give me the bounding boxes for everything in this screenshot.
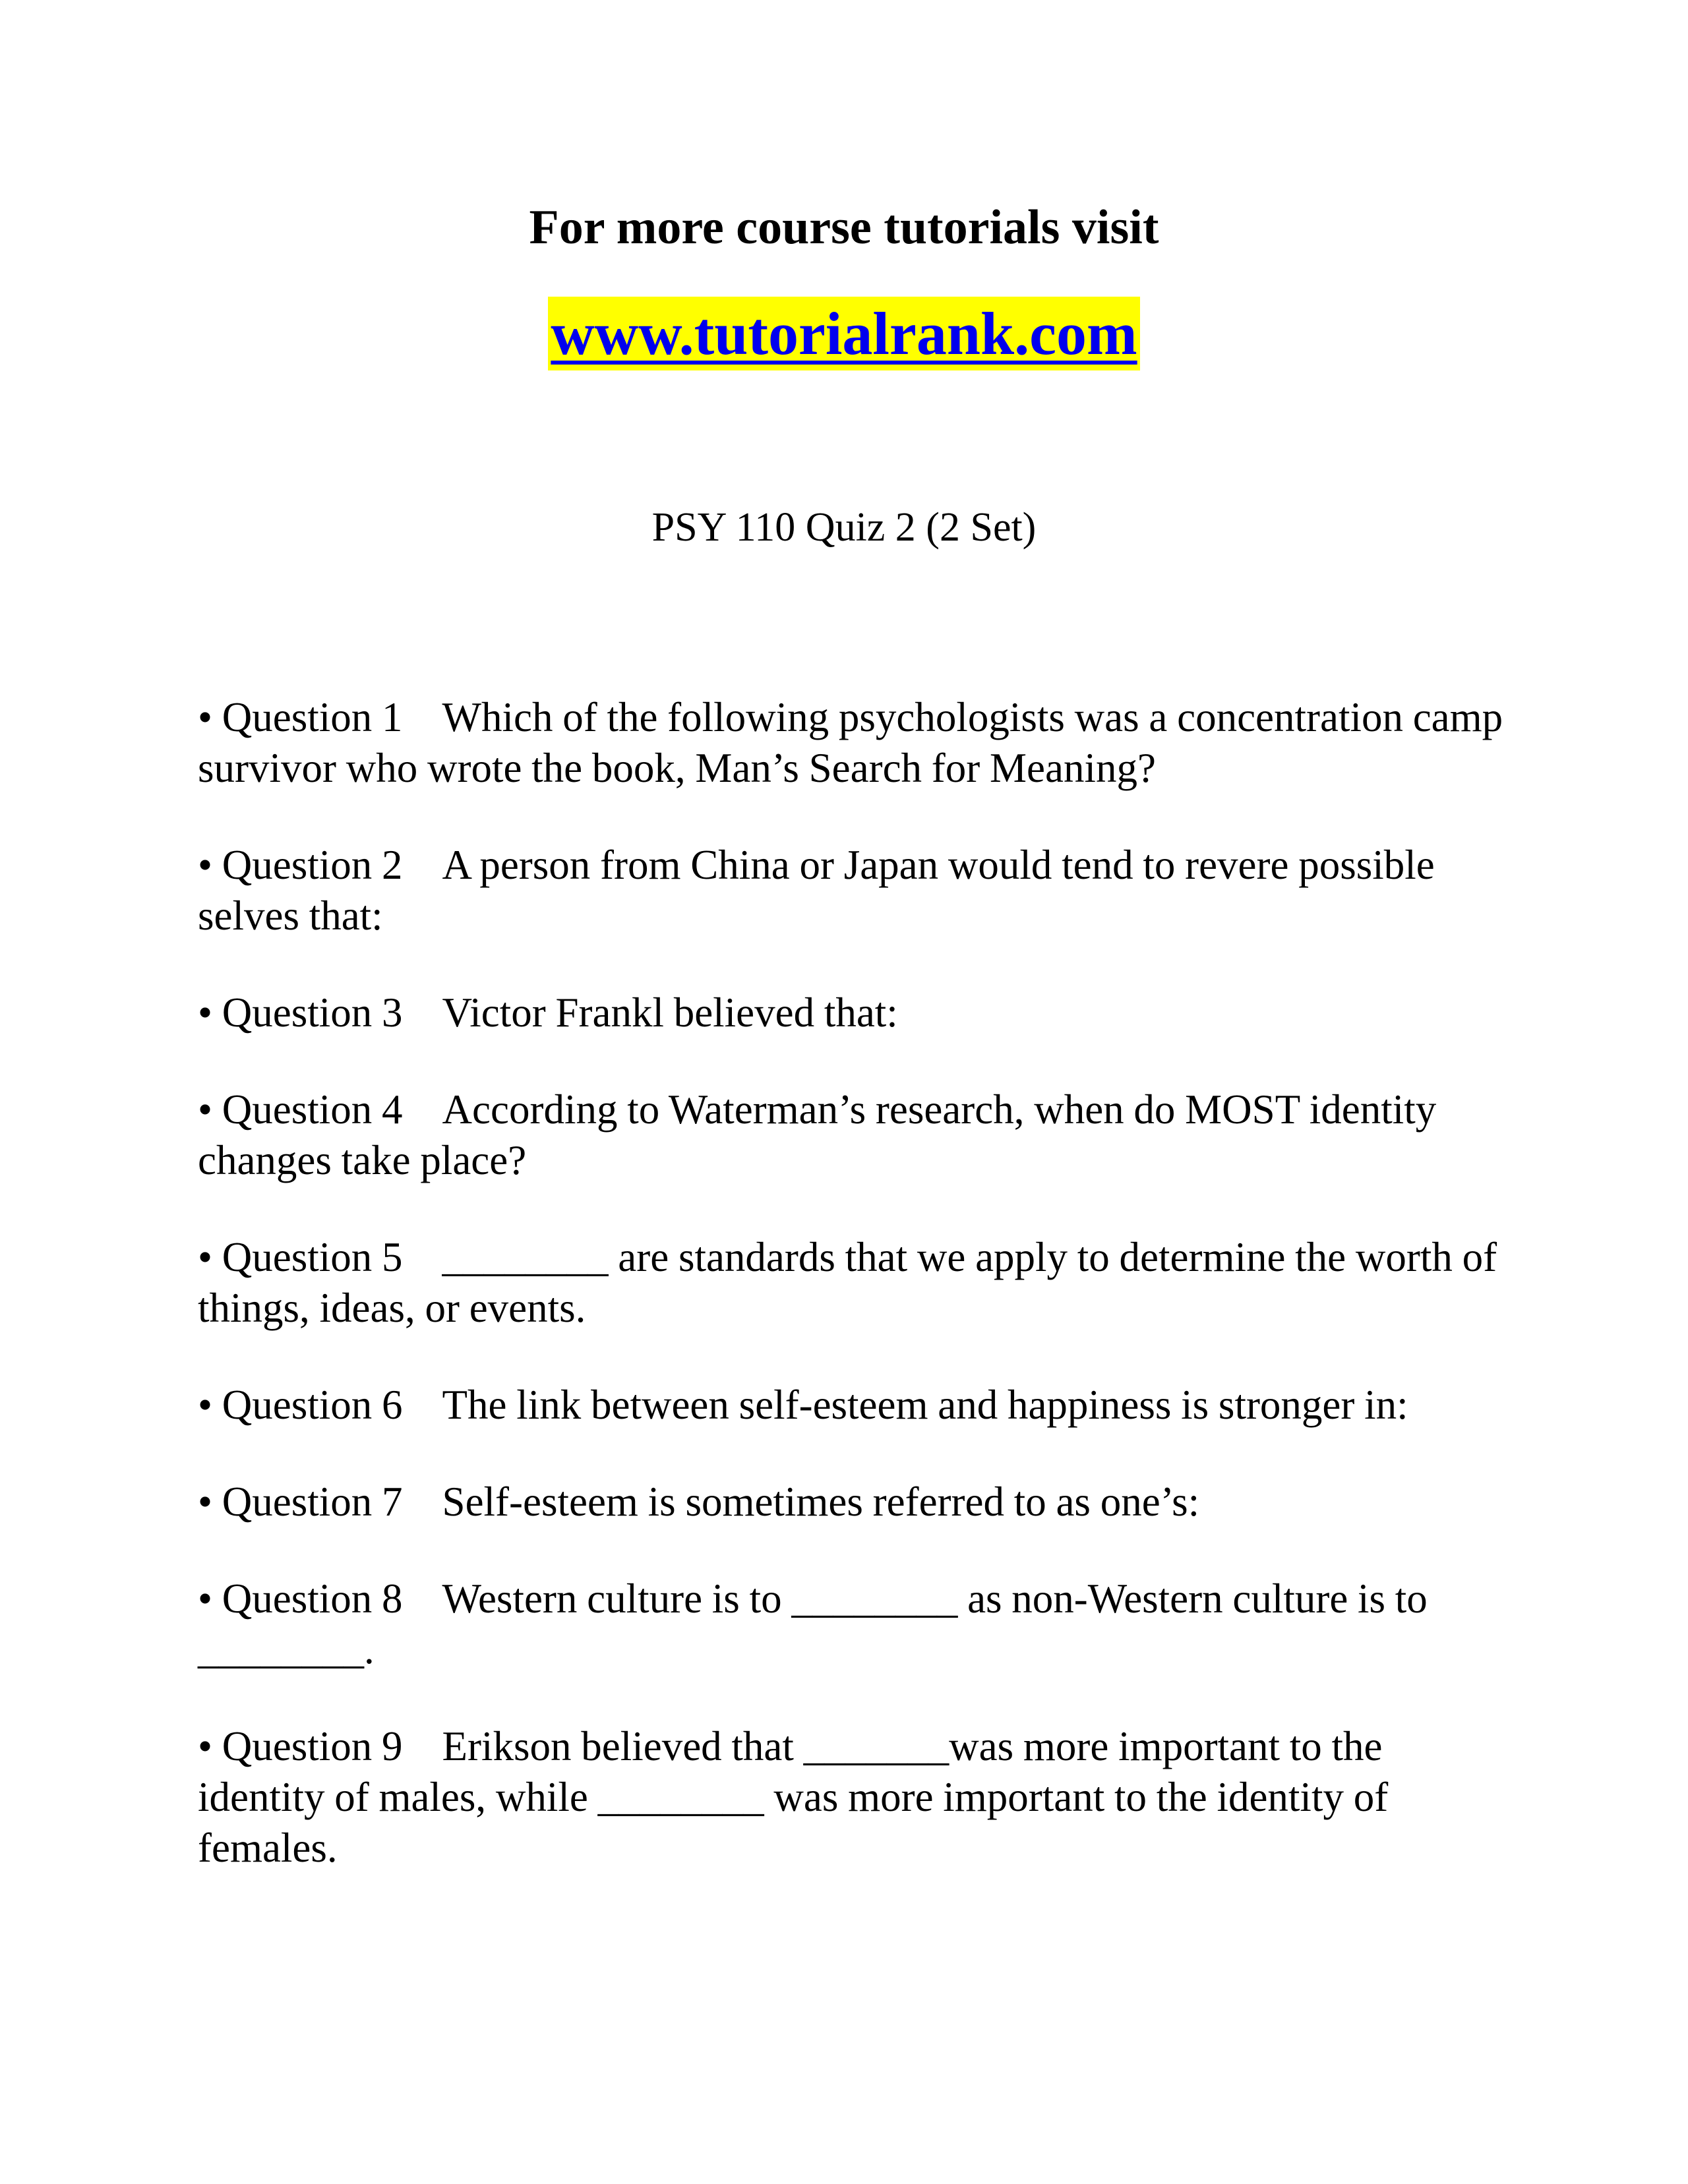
question-label: • Question 9 [198,1723,403,1769]
question-label: • Question 3 [198,989,403,1036]
question-5 [198,1232,1503,1334]
question-label: • Question 1 [198,694,403,740]
question-text: ________ are standards that we apply to determine the worth of things, ideas, or events. [198,1234,1497,1331]
question-7 [198,1477,1503,1527]
question-text: Erikson believed that _______was more important to the identity of males, while ________ was more important to the identity of females. [198,1723,1389,1871]
question-label: • Question 6 [198,1382,403,1428]
question-label: • Question 7 [198,1479,403,1525]
question-text: Victor Frankl believed that: [442,989,898,1036]
question-list [198,692,1503,1920]
question-label: • Question 8 [198,1576,403,1622]
question-8 [198,1574,1503,1675]
question-text: Self-esteem is sometimes referred to as one’s: [442,1479,1200,1525]
question-9 [198,1721,1503,1874]
question-6 [198,1380,1503,1431]
question-label: • Question 2 [198,842,403,888]
question-3 [198,988,1503,1038]
question-4 [198,1084,1503,1186]
question-2 [198,840,1503,941]
document-title: PSY 110 Quiz 2 (2 Set) [651,505,1037,550]
question-text: The link between self-esteem and happiness is stronger in: [442,1382,1408,1428]
promo-link-row [0,297,1688,391]
question-text: Which of the following psychologists was a concentration camp survivor who wrote the book, Man’s Search for Meaning? [198,694,1503,791]
website-link[interactable]: www.tutorialrank.com [548,297,1139,370]
question-label: • Question 4 [198,1086,403,1133]
question-text: According to Waterman’s research, when do MOST identity changes take place? [198,1086,1437,1183]
question-1 [198,692,1503,794]
promo-heading: For more course tutorials visit [529,200,1159,254]
question-text: Western culture is to ________ as non-Western culture is to ________. [198,1576,1428,1672]
question-label: • Question 5 [198,1234,403,1280]
question-text: A person from China or Japan would tend to revere possible selves that: [198,842,1435,939]
